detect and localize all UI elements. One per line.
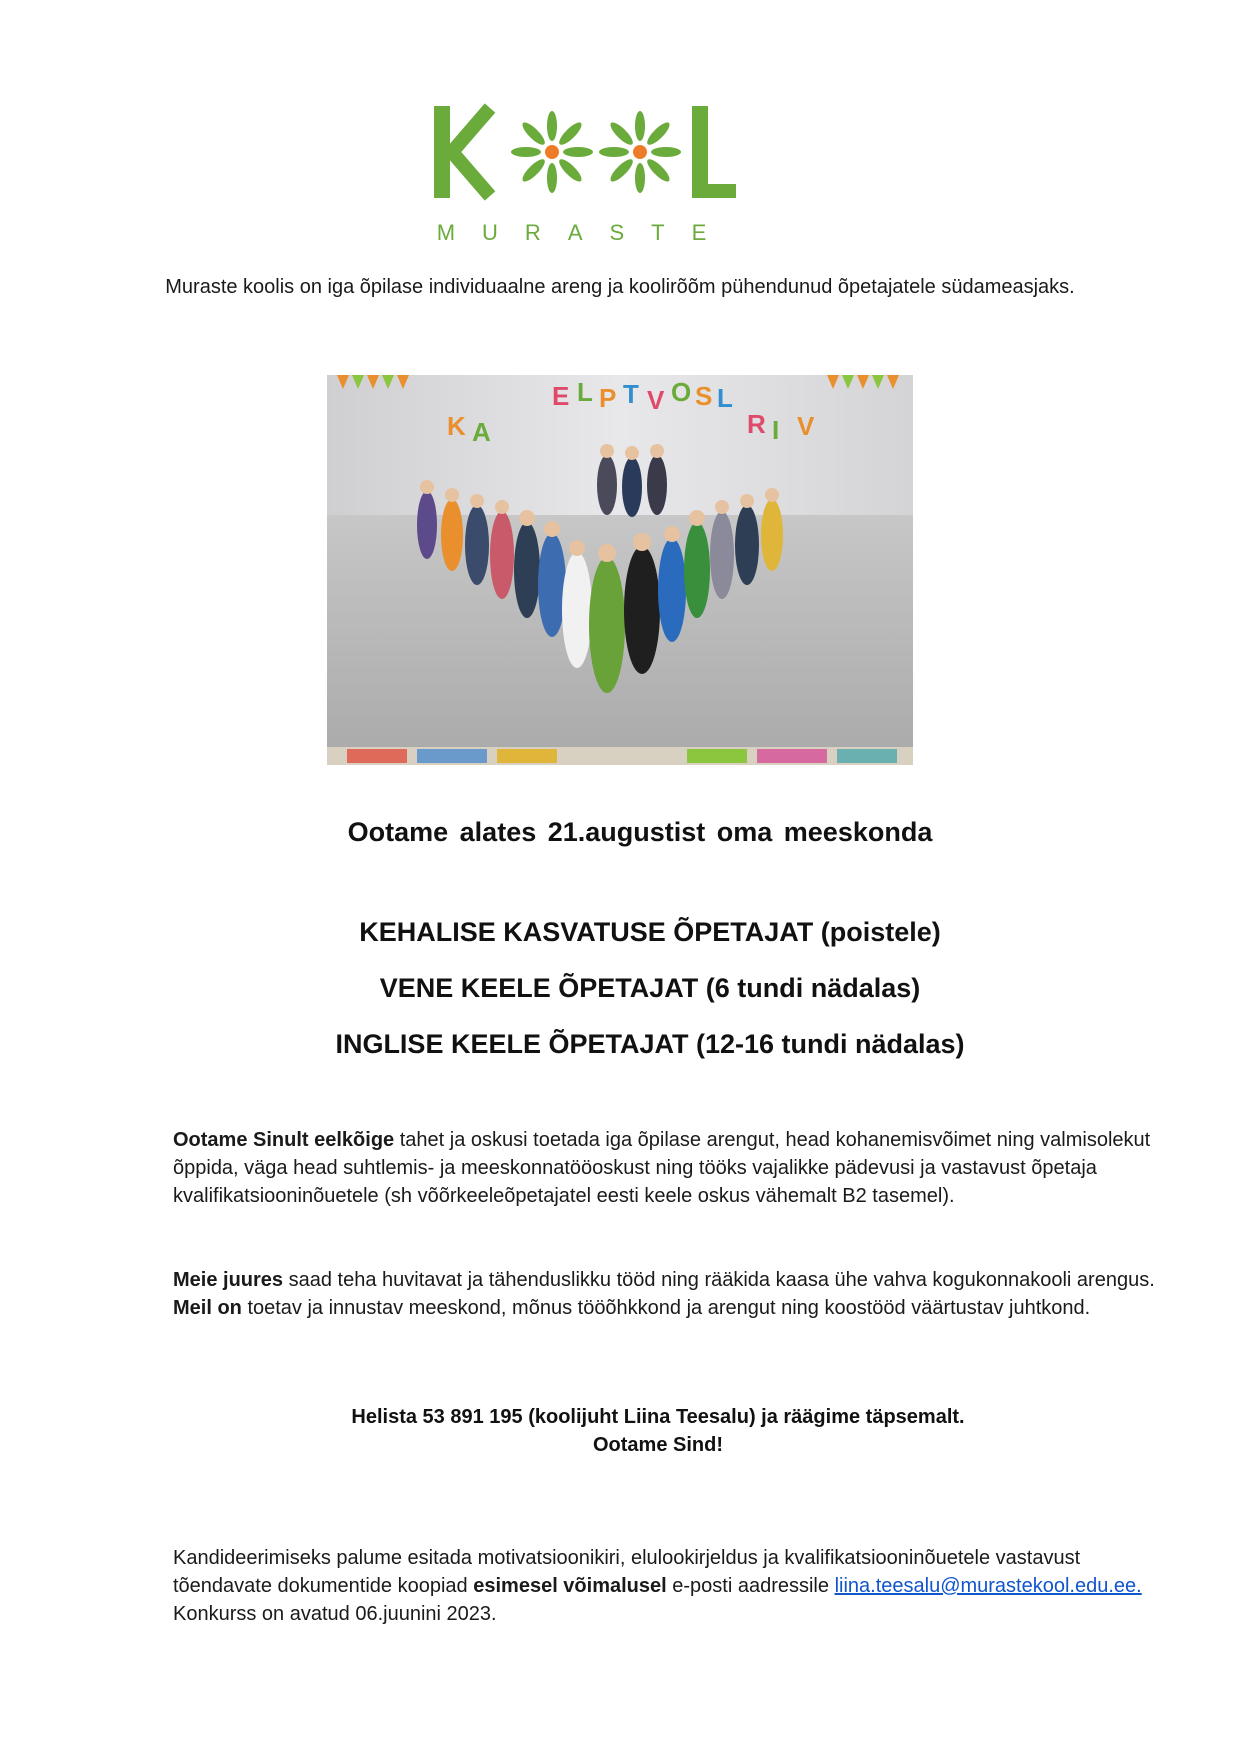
logo-subtitle: MURASTE: [436, 220, 734, 245]
svg-text:K: K: [447, 411, 466, 441]
application-instructions: [173, 1544, 1163, 1628]
svg-text:L: L: [577, 377, 593, 407]
svg-text:A: A: [472, 417, 491, 447]
svg-text:I: I: [772, 415, 780, 445]
offer-text-1: saad teha huvitavat ja tähenduslikku tööd ning rääkida kaasa ühe vahva kogukonnakooli arengus.: [283, 1269, 1155, 1291]
svg-text:V: V: [647, 385, 665, 415]
headline: Ootame alates 21.augustist oma meeskonda: [347, 817, 933, 847]
svg-text:L: L: [717, 383, 733, 413]
tagline: Muraste koolis on iga õpilase individuaalne areng ja koolirõõm pühendunud õpetajatele südameasjaks.: [165, 276, 1075, 298]
closing-line: Ootame Sind!: [592, 1434, 723, 1456]
position-pe-teacher: KEHALISE KASVATUSE ÕPETAJAT (poistele): [359, 917, 941, 947]
offer-lead-2: Meil on: [173, 1297, 242, 1319]
footer-text-2: e-posti aadressile: [666, 1575, 835, 1597]
svg-text:R: R: [747, 409, 766, 439]
team-photo: [327, 375, 913, 765]
position-english-teacher: INGLISE KEELE ÕPETAJAT (12-16 tundi nädalas): [335, 1029, 965, 1059]
offer-paragraph: [173, 1266, 1163, 1322]
svg-text:S: S: [695, 381, 713, 411]
offer-lead: Meie juures: [173, 1269, 284, 1291]
svg-text:V: V: [797, 411, 815, 441]
svg-text:P: P: [599, 383, 617, 413]
school-logo: [430, 100, 740, 250]
footer-emphasis: esimesel võimalusel: [473, 1575, 667, 1597]
svg-text:O: O: [671, 377, 692, 407]
email-link[interactable]: liina.teesalu@murastekool.edu.ee.: [834, 1575, 1142, 1597]
footer-text-1: Kandideerimiseks palume esitada motivatsioonikiri, elulookirjeldus ja kvalifikatsiooninõuetele vastavust tõendavate dokumentide koopiad: [173, 1547, 1081, 1597]
offer-text-2: toetav ja innustav meeskond, mõnus tööõhkkond ja arengut ning koostööd väärtustav juhtkond.: [241, 1297, 1091, 1319]
svg-text:E: E: [552, 381, 570, 411]
position-russian-teacher: VENE KEELE ÕPETAJAT (6 tundi nädalas): [379, 973, 921, 1003]
requirements-paragraph: [173, 1126, 1163, 1210]
requirements-lead: Ootame Sinult eelkõige: [173, 1129, 395, 1151]
call-to-action: Helista 53 891 195 (koolijuht Liina Teesalu) ja räägime täpsemalt.: [351, 1406, 965, 1428]
footer-text-3: Konkurss on avatud 06.juunini 2023.: [173, 1603, 497, 1625]
svg-text:T: T: [623, 379, 639, 409]
requirements-text: tahet ja oskusi toetada iga õpilase arengut, head kohanemisvõimet ning valmisolekut õppida, väga head suhtlemis- ja meeskonnatööoskust ning tööks vajalikke pädevusi ja vastavust õpetaja kvalifikatsiooninõuetele (sh võõrkeeleõpetajatel eesti keele oskus vähemalt B2 tasemel).: [173, 1129, 1151, 1207]
